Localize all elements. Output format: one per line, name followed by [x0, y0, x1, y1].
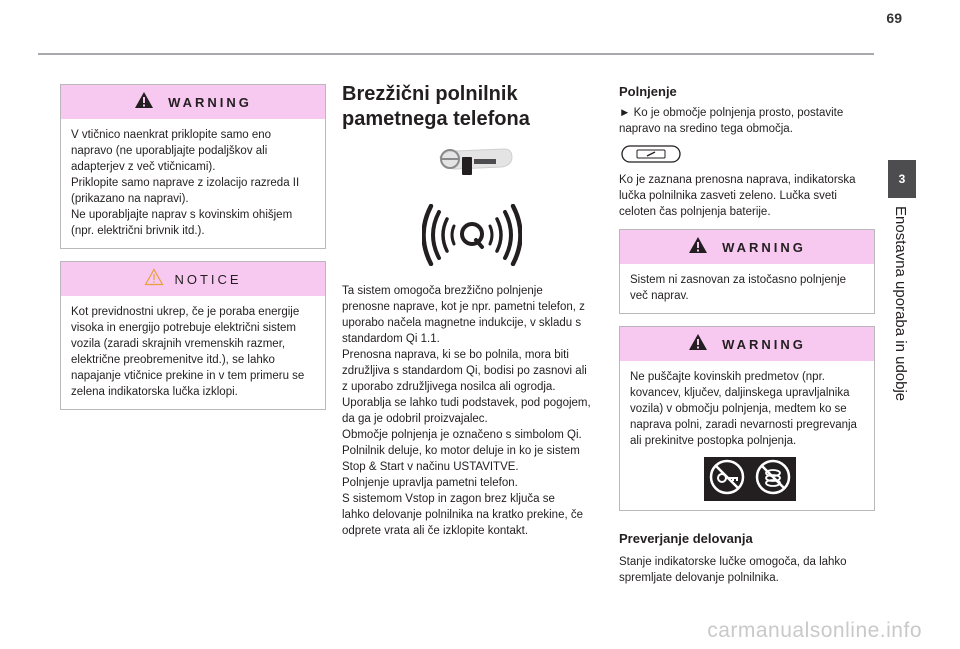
text-line: Uporablja se lahko tudi podstavek, pod pogojem,	[342, 397, 591, 409]
text-line: Kot previdnostni ukrep, če je poraba energije	[71, 306, 300, 318]
text-line: lučka polnilnika zasveti zeleno. Lučka sveti	[619, 190, 837, 202]
warning-body	[61, 119, 325, 248]
text-line: (prikazano na napravi).	[71, 193, 189, 205]
warning-header	[620, 230, 874, 264]
text-line: ► Ko je območje polnjenja prosto, postavite	[619, 107, 844, 119]
text-line: zelena indikatorska lučka izklopi.	[71, 386, 238, 398]
qi-wireless-icon	[422, 204, 604, 271]
text-line: združljiva s standardom Qi, bodisi po zasnovi ali	[342, 365, 587, 377]
warning-label: WARNING	[168, 94, 252, 110]
warning-header	[61, 85, 325, 119]
text-line: prenosne naprave, kot je npr. pametni telefon, z	[342, 301, 585, 313]
warning-box	[619, 229, 875, 314]
text-line: električne preobremenitve itd.), se lahko	[71, 354, 275, 366]
section-title	[342, 82, 604, 132]
text-line: vozila (zaradi skrajnih vremenskih razmer,	[71, 338, 286, 350]
text-line: odprete vrata ali če izklopite kontakt.	[342, 525, 529, 537]
chapter-number: 3	[898, 172, 906, 186]
no-metal-objects-icons	[704, 457, 796, 501]
warning-triangle-icon	[134, 91, 154, 114]
section-body	[342, 283, 604, 539]
notice-header	[61, 262, 325, 296]
text-line: napravo na sredino tega območja.	[619, 123, 793, 135]
dashboard-charger-illustration	[436, 145, 604, 186]
text-line: kovancev, ključev, daljinskega upravljalnika	[630, 387, 850, 399]
text-line: ali prekinitve postopka polnjenja.	[630, 435, 797, 447]
text-line: Priklopite samo naprave z izolacijo razreda II	[71, 177, 300, 189]
text-line: (npr. električni brivnik itd.).	[71, 225, 205, 237]
site-watermark-logo: carmanualsonline.info	[707, 619, 922, 642]
text-line: Ne uporabljajte naprav s kovinskim ohišjem	[71, 209, 293, 221]
warning-label: WARNING	[722, 239, 806, 255]
column-left	[60, 80, 326, 410]
text-line: Ne puščajte kovinskih predmetov (npr.	[630, 371, 825, 383]
heading-function-check: Preverjanje delovanja	[619, 531, 753, 546]
warning-body	[620, 361, 874, 510]
text-line: Sistem ni zasnovan za istočasno polnjenje	[630, 274, 847, 286]
chapter-tab[interactable]	[888, 160, 916, 198]
top-divider	[38, 53, 874, 55]
charging-indicator-icon	[621, 145, 875, 168]
text-line: Območje polnjenja je označeno s simbolom Qi.	[342, 429, 582, 441]
text-line: napravo (ne uporabljajte podaljškov ali	[71, 145, 268, 157]
text-line: z uporabo združljivega nosilca ali ogrodja.	[342, 381, 556, 393]
text-line: uporabo načela magnetne indukcije, v skladu s	[342, 317, 582, 329]
warning-label: WARNING	[722, 336, 806, 352]
text-line: napajanje vtičnice prekine in v tem primeru se	[71, 370, 305, 382]
text-line: spremljate delovanje polnilnika.	[619, 572, 779, 584]
notice-body	[61, 296, 325, 409]
text-line: več naprav.	[630, 290, 689, 302]
notice-label: NOTICE	[174, 271, 242, 287]
text-line: V vtičnico naenkrat priklopite samo eno	[71, 129, 272, 141]
warning-header	[620, 327, 874, 361]
warning-body	[620, 264, 874, 313]
no-coins-icon	[754, 458, 792, 501]
charging-instructions	[619, 105, 875, 137]
section-title-line1: Brezžični polnilnik	[342, 83, 518, 105]
text-line: standardom Qi 1.1.	[342, 333, 440, 345]
text-line: celoten čas polnjenja baterije.	[619, 206, 771, 218]
text-line: adapterjev z več vtičnicami).	[71, 161, 216, 173]
indicator-description	[619, 172, 875, 220]
warning-triangle-icon	[688, 333, 708, 356]
text-line: Prenosna naprava, ki se bo polnila, mora biti	[342, 349, 569, 361]
text-line: Polnilnik deluje, ko motor deluje in ko je sistem	[342, 445, 580, 457]
column-right	[619, 80, 875, 586]
section-title-line2: pametnega telefona	[342, 108, 530, 130]
function-check-text	[619, 554, 875, 586]
text-line: Polnjenje upravlja pametni telefon.	[342, 477, 518, 489]
warning-triangle-icon	[688, 236, 708, 259]
text-line: Ta sistem omogoča brezžično polnjenje	[342, 285, 543, 297]
text-line: naprava polni, zaradi nevarnosti pregrevanja	[630, 419, 857, 431]
no-keys-icon	[708, 458, 746, 501]
page-number: 69	[886, 10, 902, 26]
text-line: visoka in energijo potrebuje električni sistem	[71, 322, 296, 334]
text-line: Ko je zaznana prenosna naprava, indikatorska	[619, 174, 856, 186]
text-line: S sistemom Vstop in zagon brez ključa se	[342, 493, 555, 505]
chapter-title-text: Enostavna uporaba in udobje	[892, 206, 909, 402]
text-line: Stop & Start v načinu USTAVITVE.	[342, 461, 519, 473]
text-line: lahko delovanje polnilnika na kratko prekine, če	[342, 509, 584, 521]
text-line: vozila) v območju polnjenja, medtem ko se	[630, 403, 847, 415]
text-line: Stanje indikatorske lučke omogoča, da lahko	[619, 556, 847, 568]
column-middle	[342, 80, 604, 539]
text-line: da ga je odobril proizvajalec.	[342, 413, 488, 425]
warning-box	[60, 84, 326, 249]
notice-box	[60, 261, 326, 410]
warning-box	[619, 326, 875, 511]
chapter-title	[892, 206, 910, 436]
heading-charging: Polnjenje	[619, 84, 677, 99]
notice-triangle-icon	[144, 268, 164, 291]
